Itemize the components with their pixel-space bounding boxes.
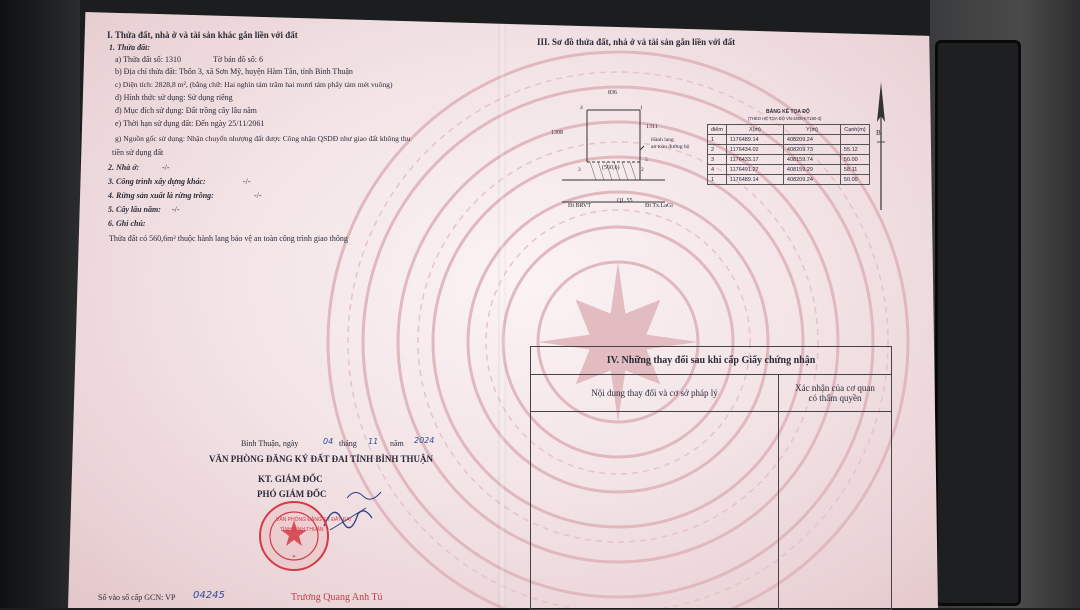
- column-header: điểm: [708, 125, 727, 135]
- issue-year: 2024: [414, 436, 435, 445]
- column-header: X(m): [726, 125, 783, 135]
- direction-left: Đi BRVT: [568, 203, 592, 209]
- signer-name: Trương Quang Anh Tú: [291, 592, 383, 603]
- initial-mark: [345, 486, 385, 502]
- note-heading: 6. Ghi chú:: [108, 219, 146, 228]
- table-row: [708, 135, 870, 145]
- point-5: 5: [645, 157, 648, 163]
- table-cell: 1176434.02: [726, 145, 783, 155]
- column-header: Cạnh(m): [840, 125, 869, 135]
- issue-place: Bình Thuận, ngày: [241, 439, 299, 448]
- point-4: 4: [580, 105, 583, 111]
- page-fold: [498, 12, 506, 608]
- deputy-director: PHÓ GIÁM ĐỐC: [257, 489, 327, 499]
- changes-table: [530, 346, 892, 610]
- table-cell: 408209.73: [783, 145, 840, 155]
- table-cell: 1176489.14: [726, 175, 783, 185]
- corridor-label-2: an toàn đường bộ: [651, 144, 690, 150]
- north-arrow-icon: [872, 82, 890, 212]
- right-neighbor-label: 1311: [646, 124, 658, 130]
- year-label: năm: [390, 439, 404, 448]
- table-cell: 50.00: [840, 155, 869, 165]
- table-cell: 1: [708, 135, 727, 145]
- table-cell: 50.00: [840, 175, 869, 185]
- use-origin: g) Nguồn gốc sử dụng: Nhận chuyển nhượng đất được Công nhận QSDĐ như giao đất không thu: [115, 134, 411, 143]
- perennial-heading: 5. Cây lâu năm:: [108, 205, 161, 214]
- table-row: [708, 155, 870, 165]
- table-cell: 2: [708, 145, 727, 155]
- parcel-number: a) Thửa đất số: 1310: [115, 55, 181, 64]
- section-i-title: I. Thửa đất, nhà ở và tài sản khác gắn liền với đất: [107, 30, 298, 40]
- binder-folder: [935, 40, 1021, 606]
- authority-header-line-2: có thẩm quyền: [808, 393, 862, 403]
- background-left: [0, 0, 80, 608]
- column-header: Y(m): [783, 125, 840, 135]
- point-1: 1: [640, 105, 643, 111]
- official-seal: [258, 500, 330, 572]
- use-form: d) Hình thức sử dụng: Sử dụng riêng: [115, 93, 233, 102]
- register-number: 04245: [193, 590, 225, 601]
- kt-director: KT. GIÁM ĐỐC: [258, 474, 323, 484]
- authority-confirmation-header: [779, 375, 891, 412]
- issue-day: 04: [323, 437, 334, 446]
- construction-value: -/-: [243, 177, 251, 186]
- map-sheet-number: Tờ bản đồ số: 6: [213, 55, 264, 64]
- table-cell: 3: [708, 155, 727, 165]
- table-cell: [840, 135, 869, 145]
- section-iv-title: IV. Những thay đổi sau khi cấp Giấy chứng nhận: [531, 347, 891, 375]
- table-cell: 58.11: [840, 165, 869, 175]
- house-heading: 2. Nhà ở:: [108, 163, 140, 172]
- coordinate-header-row: [708, 125, 870, 135]
- top-neighbor-label: 836: [608, 90, 617, 96]
- seal-text: VĂN PHÒNG ĐĂNG KÝ ĐẤT ĐAI: [276, 517, 351, 523]
- point-2: 2: [641, 167, 644, 173]
- forest-value: -/-: [254, 191, 262, 200]
- coordinate-table-subtitle: (THEO HỆ TỌA ĐỘ VN-2000-KT180-3): [748, 116, 822, 121]
- column-divider: [778, 411, 779, 609]
- perennial-value: -/-: [172, 205, 180, 214]
- coordinate-table-title: BẢNG KÊ TỌA ĐỘ: [766, 109, 810, 115]
- month-label: tháng: [339, 439, 357, 448]
- table-cell: 1: [708, 175, 727, 185]
- corridor-area: (560,6): [602, 165, 620, 171]
- svg-text:✦: ✦: [291, 554, 297, 560]
- issue-month: 11: [368, 437, 379, 446]
- table-cell: 408209.24: [783, 175, 840, 185]
- authority-header-line-1: Xác nhận của cơ quan: [795, 383, 875, 393]
- seal-text-2: TỈNH BÌNH THUẬN: [280, 527, 324, 533]
- section-iii-title: III. Sơ đồ thửa đất, nhà ở và tài sản gắn liền với đất: [537, 37, 736, 47]
- table-cell: 408159.29: [783, 165, 840, 175]
- construction-heading: 3. Công trình xây dựng khác:: [108, 177, 206, 186]
- parcel-address: b) Địa chỉ thửa đất: Thôn 3, xã Sơn Mỹ, huyện Hàm Tân, tỉnh Bình Thuận: [115, 67, 353, 76]
- table-row: [708, 165, 870, 175]
- corridor-label-1: Hành lang: [651, 137, 674, 143]
- table-cell: 1176491.27: [726, 165, 783, 175]
- table-cell: 55.12: [840, 145, 869, 155]
- point-3: 3: [578, 167, 581, 173]
- left-neighbor-label: 1308: [551, 130, 563, 136]
- use-term: e) Thời hạn sử dụng đất: Đến ngày 25/11/2061: [115, 119, 265, 128]
- forest-heading: 4. Rừng sản xuất là rừng trồng:: [108, 191, 214, 200]
- table-cell: 1176433.17: [726, 155, 783, 165]
- use-origin-cont: tiền sử dụng đất: [112, 148, 164, 157]
- table-row: [708, 175, 870, 185]
- table-row: [708, 145, 870, 155]
- use-purpose: đ) Mục đích sử dụng: Đất trồng cây lâu năm: [115, 106, 257, 115]
- coordinate-table: [707, 124, 870, 185]
- changes-content-header: Nội dung thay đổi và cơ sở pháp lý: [531, 375, 779, 412]
- house-value: -/-: [162, 163, 170, 172]
- parcel-area: c) Diện tích: 2828,8 m², (bằng chữ: Hai nghìn tám trăm hai mươi tám phẩy tám mét vuông): [115, 80, 393, 89]
- direction-right: Đi Tx.LaGi: [645, 203, 673, 209]
- table-cell: 408159.74: [783, 155, 840, 165]
- table-cell: 408209.24: [783, 135, 840, 145]
- north-label: B: [876, 129, 881, 137]
- land-heading: 1. Thửa đất:: [109, 43, 151, 52]
- note-text: Thửa đất có 560,6m² thuộc hành lang bảo vệ an toàn công trình giao thông: [109, 234, 348, 243]
- road-name: QL.55: [617, 198, 633, 204]
- table-cell: 1176489.14: [726, 135, 783, 145]
- issuing-office: VĂN PHÒNG ĐĂNG KÝ ĐẤT ĐAI TỈNH BÌNH THUẬN: [209, 454, 434, 464]
- register-number-label: Số vào sổ cấp GCN: VP: [98, 593, 176, 602]
- table-cell: 4: [708, 165, 727, 175]
